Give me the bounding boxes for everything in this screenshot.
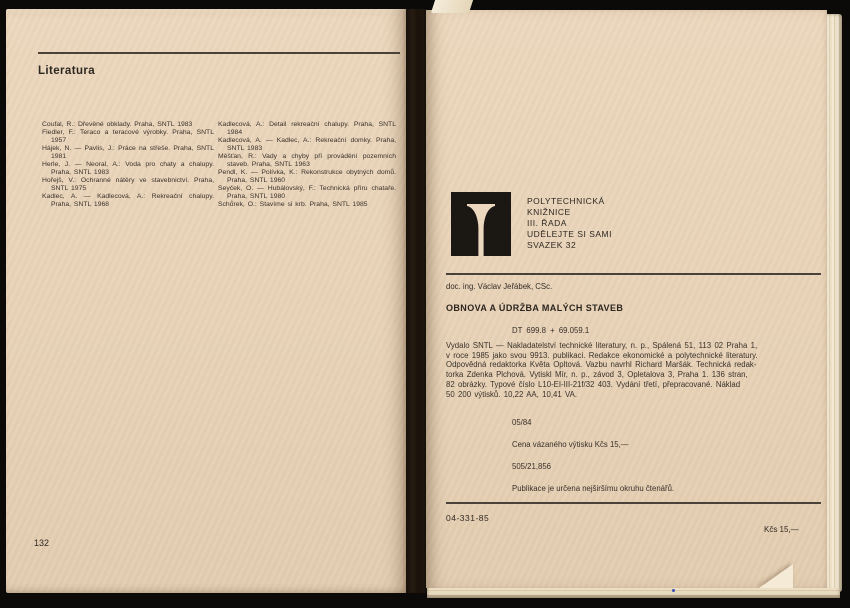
imprint-line: v roce 1985 jako svou 9913. publikaci. Redakce ekonomické a polytechnické literatury.: [446, 350, 758, 360]
bibliography-column-1: [42, 121, 214, 209]
bibliography-entry: Kadlecová, A. — Kadlec, A.: Rekreační domky. Praha, SNTL 1983: [218, 137, 396, 152]
bibliography-entry: Pendl, K. — Polívka, K.: Rekonstrukce obytných domů. Praha, SNTL 1960: [218, 169, 396, 184]
page-edges-right: [827, 14, 842, 592]
bibliography-entry: Seyček, O. — Hubálovský, F.: Technická příru chataře. Praha, SNTL 1980: [218, 185, 396, 200]
page-number: 132: [34, 538, 50, 548]
imprint-line: torka Zdenka Plchová. Vytiskl Mír, n. p., závod 3, Opletalova 3, Praha 1. 136 stran,: [446, 370, 748, 380]
publisher-line: KNIŽNICE: [527, 207, 571, 217]
price-value: Kčs 15,—: [764, 525, 799, 534]
edition-number: 505/21,856: [512, 462, 552, 471]
loose-page-sliver: [431, 0, 473, 13]
publisher-imprint-block: [527, 196, 612, 251]
price-note: Cena vázaného výtisku Kčs 15,—: [512, 440, 629, 449]
bibliography-column-2: [218, 121, 396, 209]
left-page: [6, 9, 406, 593]
literatura-heading: Literatura: [38, 65, 96, 77]
left-page-top-rule: [38, 52, 400, 54]
right-page: [426, 10, 827, 588]
dog-ear-fold: [759, 564, 793, 588]
publisher-line: POLYTECHNICKÁ: [527, 196, 605, 206]
ink-speck: [672, 589, 675, 592]
colophon-bottom-rule: [446, 502, 821, 504]
bibliography-entry: Coufal, R.: Dřevěné obklady. Praha, SNTL 1983: [42, 121, 193, 128]
imprint-line: Odpovědná redaktorka Květa Opltová. Vazbu navrhl Richard Maršák. Technická redak-: [446, 360, 757, 370]
author-line: doc. ing. Václav Jeřábek, CSc.: [446, 282, 553, 291]
bibliography-entry: Fiedler, F.: Teraco a teracové výrobky. Praha, SNTL 1957: [42, 129, 214, 144]
bibliography-entry: Kadlec, A. — Kadlecová, A.: Rekreační chalupy. Praha, SNTL 1968: [42, 193, 214, 208]
publisher-line: UDĚLEJTE SI SAMI: [527, 229, 612, 239]
page-edges-bottom: [427, 588, 840, 598]
bibliography-entry: Hájek, N. — Pavlis, J.: Práce na střeše. Praha, SNTL 1981: [42, 145, 214, 160]
colophon-top-rule: [446, 273, 821, 275]
catalog-number: 04-331-85: [446, 513, 490, 523]
dt-classification: DT 699.8 + 69.059.1: [512, 326, 590, 335]
bibliography-entry: Měšťan, R.: Vady a chyby při provádění pozemních staveb. Praha, SNTL 1963: [218, 153, 396, 168]
imprint-line: 82 obrázky. Typové číslo L10-EI-III-21f/32 403. Vydání třetí, přepracované. Náklad: [446, 379, 741, 389]
book-title: OBNOVA A ÚDRŽBA MALÝCH STAVEB: [446, 303, 624, 313]
print-code: 05/84: [512, 418, 532, 427]
publisher-logo-icon: [451, 192, 511, 258]
imprint-paragraph: [446, 341, 826, 399]
audience-note: Publikace je určena nejširšímu okruhu čtenářů.: [512, 484, 675, 493]
imprint-line: Vydalo SNTL — Nakladatelství technické literatury, n. p., Spálená 51, 113 02 Praha 1,: [446, 341, 758, 350]
bibliography-entry: Kadlecová, A.: Detail rekreační chalupy. Praha, SNTL 1984: [218, 121, 396, 136]
publisher-line: SVAZEK 32: [527, 240, 577, 250]
publisher-line: III. ŘADA: [527, 218, 567, 228]
bibliography-entry: Herle, J. — Neoral, A.: Voda pro chaty a chalupy. Praha, SNTL 1983: [42, 161, 214, 176]
bibliography-entry: Schůrek, O.: Stavíme si krb. Praha, SNTL 1985: [218, 201, 368, 208]
imprint-line: 50 200 výtisků. 10,22 AA, 10,41 VA.: [446, 389, 578, 399]
bibliography-entry: Hořejš, V.: Ochranné nátěry ve stavebnictví. Praha, SNTL 1975: [42, 177, 214, 192]
